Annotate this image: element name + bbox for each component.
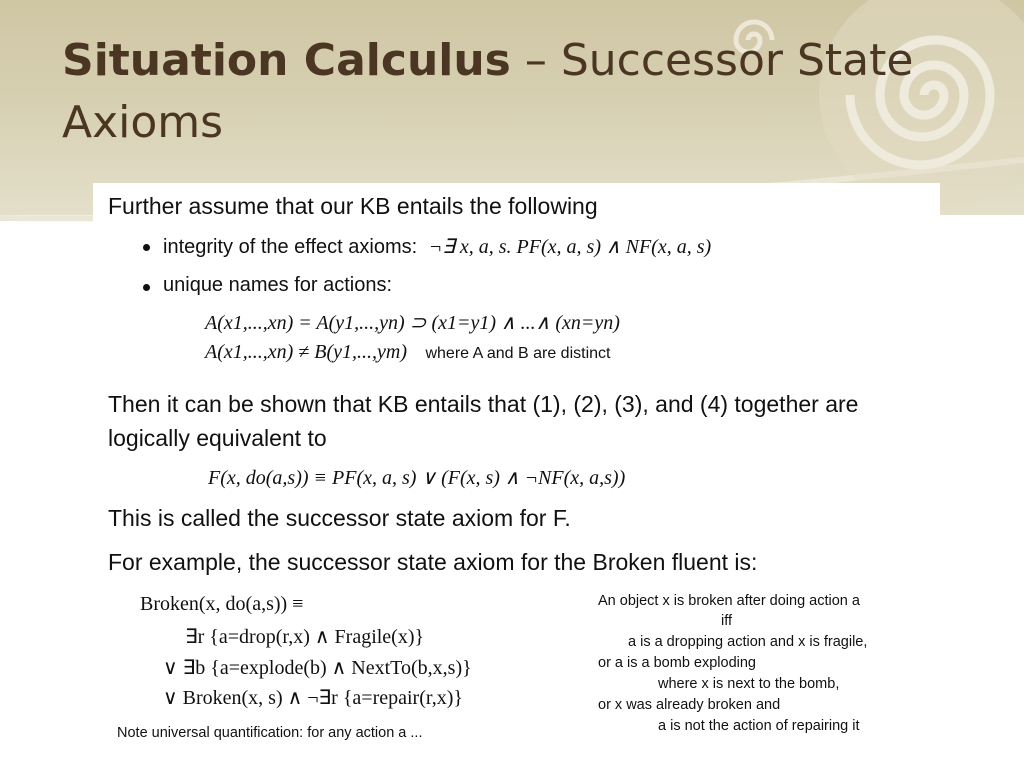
explanation-line-6: or x was already broken and: [598, 697, 781, 713]
explanation-line-5: where x is next to the bomb,: [658, 676, 840, 692]
explanation-line-1: An object x is broken after doing action a: [598, 593, 860, 609]
broken-axiom-line-3: ∨ ∃b {a=explode(b) ∧ NextTo(b,x,s)}: [163, 657, 472, 679]
bullet-integrity: [163, 234, 711, 259]
explanation-line-2: iff: [721, 613, 733, 629]
broken-axiom-line-2: ∃r {a=drop(r,x) ∧ Fragile(x)}: [185, 626, 425, 648]
bullet-unique-names: unique names for actions:: [163, 274, 393, 296]
unique-names-line-2: [205, 341, 610, 364]
bullet-integrity-label: integrity of the effect axioms:: [163, 236, 418, 258]
title-bold: Situation Calculus: [62, 35, 511, 86]
unique-names-note: where A and B are distinct: [425, 345, 611, 362]
broken-axiom-line-1: Broken(x, do(a,s)) ≡: [140, 593, 304, 615]
explanation-line-3: a is a dropping action and x is fragile,: [628, 634, 868, 650]
bullet-1-dot: [143, 244, 150, 251]
intro-text: Further assume that our KB entails the following: [108, 193, 598, 219]
broken-axiom-line-4: ∨ Broken(x, s) ∧ ¬∃r {a=repair(r,x)}: [163, 687, 463, 709]
explanation-line-7: a is not the action of repairing it: [658, 718, 860, 734]
content-panel: [93, 183, 940, 750]
example-text: For example, the successor state axiom for the Broken fluent is:: [108, 549, 758, 575]
called-text: This is called the successor state axiom for F.: [108, 505, 571, 531]
explanation-line-4: or a is a bomb exploding: [598, 655, 756, 671]
slide-title: [62, 30, 942, 154]
title-rest: – Successor State Axioms: [62, 35, 914, 148]
bullet-2-dot: [143, 284, 150, 291]
ssa-formula: F(x, do(a,s)) ≡ PF(x, a, s) ∨ (F(x, s) ∧ ¬NF(x, a,s)): [208, 467, 626, 489]
footnote: Note universal quantification: for any action a ...: [117, 725, 423, 741]
unique-names-formula-2: A(x1,...,xn) ≠ B(y1,...,ym): [205, 341, 408, 363]
integrity-formula: ¬∃ x, a, s. PF(x, a, s) ∧ NF(x, a, s): [428, 236, 712, 258]
then-text: Then it can be shown that KB entails that (1), (2), (3), and (4) together are logically equivalent to: [108, 391, 859, 451]
unique-names-line-1: A(x1,...,xn) = A(y1,...,yn) ⊃ (x1=y1) ∧ ...∧ (xn=yn): [205, 312, 620, 334]
